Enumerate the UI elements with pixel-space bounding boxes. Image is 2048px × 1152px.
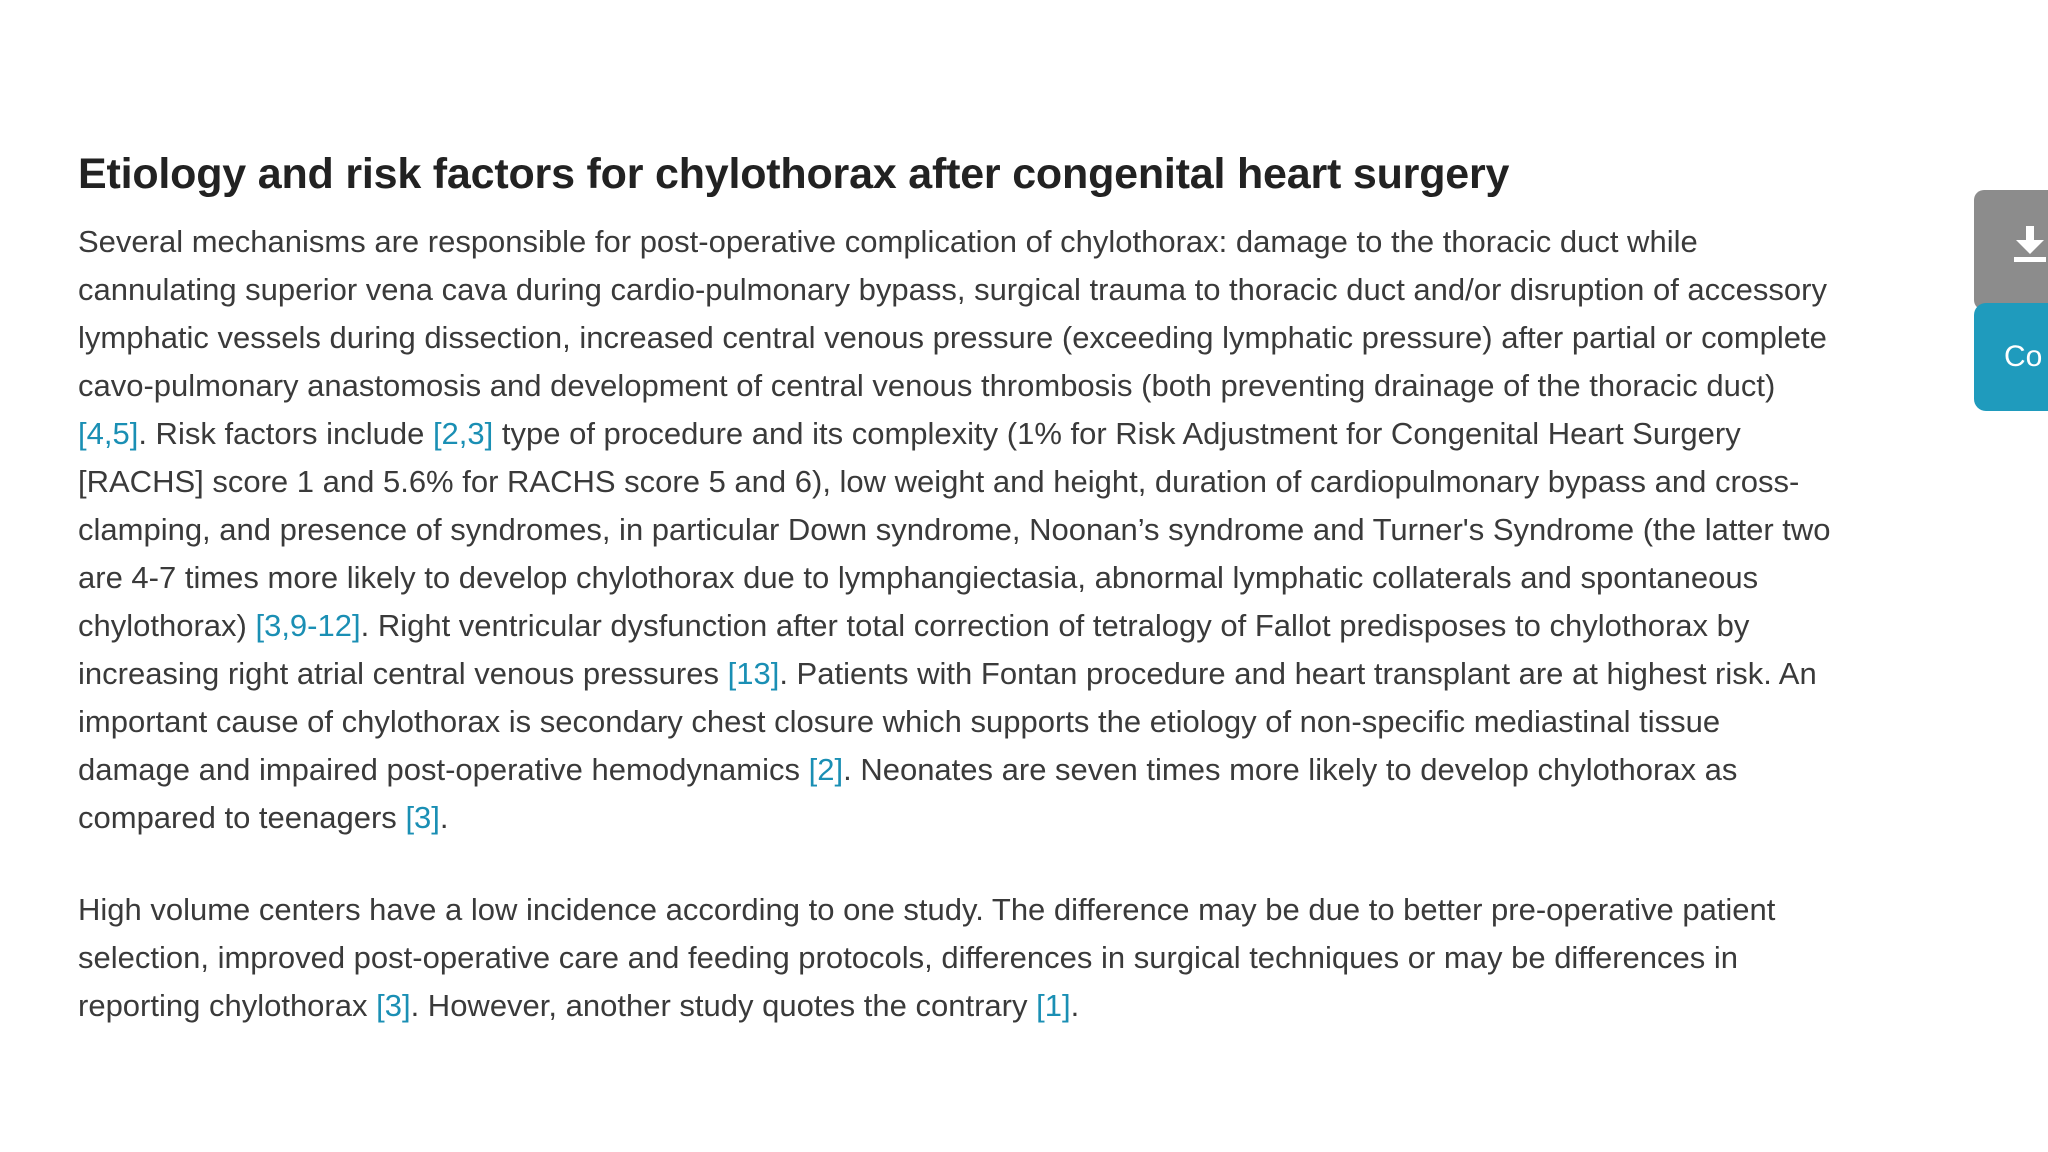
text-segment: chylothorax) [78, 608, 256, 643]
text-line [78, 410, 1998, 458]
text-line [78, 794, 1998, 842]
text-line [78, 650, 1998, 698]
text-segment: . However, another study quotes the contrary [410, 988, 1037, 1023]
text-segment: type of procedure and its complexity (1% for Risk Adjustment for Congenital Heart Surgery [493, 416, 1741, 451]
text-line [78, 506, 1998, 554]
text-segment: lymphatic vessels during dissection, increased central venous pressure (exceeding lymphatic pressure) after partial or complete [78, 320, 1827, 355]
text-segment: cavo-pulmonary anastomosis and development of central venous thrombosis (both preventing drainage of the thoracic duct) [78, 368, 1776, 403]
citation-link[interactable]: [3,9-12] [255, 608, 361, 643]
text-line [78, 698, 1998, 746]
text-line [78, 886, 1998, 934]
text-line [78, 602, 1998, 650]
download-icon [2012, 224, 2048, 264]
text-line [78, 266, 1998, 314]
text-segment: damage and impaired post-operative hemodynamics [78, 752, 809, 787]
text-line [78, 458, 1998, 506]
citation-link[interactable]: [2] [808, 752, 844, 787]
text-segment: . Patients with Fontan procedure and heart transplant are at highest risk. An [779, 656, 1817, 691]
section-heading: Etiology and risk factors for chylothorax after congenital heart surgery [78, 150, 1510, 198]
citation-link[interactable]: [1] [1036, 988, 1071, 1023]
text-segment: are 4-7 times more likely to develop chylothorax due to lymphangiectasia, abnormal lymphatic collaterals and spontaneous [78, 560, 1759, 595]
citation-link[interactable]: [3] [405, 800, 440, 835]
contact-button-label: Co [2004, 340, 2043, 373]
text-segment: Several mechanisms are responsible for post-operative complication of chylothorax: damage to the thoracic duct while [78, 224, 1698, 259]
text-line [78, 314, 1998, 362]
citation-link[interactable]: [4,5] [78, 416, 139, 451]
text-line [78, 554, 1998, 602]
text-line [78, 982, 1998, 1030]
text-segment: increasing right atrial central venous pressures [78, 656, 728, 691]
download-button[interactable] [1974, 190, 2048, 310]
citation-link[interactable]: [2,3] [432, 416, 494, 451]
text-segment: . Right ventricular dysfunction after total correction of tetralogy of Fallot predisposes to chylothorax by [360, 608, 1750, 643]
text-segment: important cause of chylothorax is secondary chest closure which supports the etiology of non-specific mediastinal tissue [78, 704, 1721, 739]
article [78, 146, 1998, 1030]
text-line [78, 746, 1998, 794]
text-segment: . [1070, 988, 1080, 1023]
text-line [78, 362, 1998, 410]
text-segment: selection, improved post-operative care and feeding protocols, differences in surgical techniques or may be differences in [78, 940, 1739, 975]
text-line [78, 934, 1998, 982]
text-segment: clamping, and presence of syndromes, in particular Down syndrome, Noonan’s syndrome and Turner's Syndrome (the latter two [78, 512, 1831, 547]
citation-link[interactable]: [13] [727, 656, 780, 691]
text-segment: reporting chylothorax [78, 988, 377, 1023]
text-segment: . Risk factors include [138, 416, 433, 451]
text-line [78, 218, 1998, 266]
contact-button[interactable] [1974, 303, 2048, 411]
text-segment: [RACHS] score 1 and 5.6% for RACHS score 5 and 6), low weight and height, duration of cardiopulmonary bypass and cross- [78, 464, 1800, 499]
text-segment: . [439, 800, 449, 835]
citation-link[interactable]: [3] [376, 988, 411, 1023]
text-segment: compared to teenagers [78, 800, 406, 835]
text-segment: cannulating superior vena cava during cardio-pulmonary bypass, surgical trauma to thoracic duct and/or disruption of accessory [78, 272, 1827, 307]
text-segment: High volume centers have a low incidence according to one study. The difference may be due to better pre-operative patient [78, 892, 1776, 927]
paragraph-etiology [78, 218, 1998, 842]
paragraph-high-volume-centers [78, 886, 1998, 1030]
text-segment: . Neonates are seven times more likely to develop chylothorax as [843, 752, 1738, 787]
